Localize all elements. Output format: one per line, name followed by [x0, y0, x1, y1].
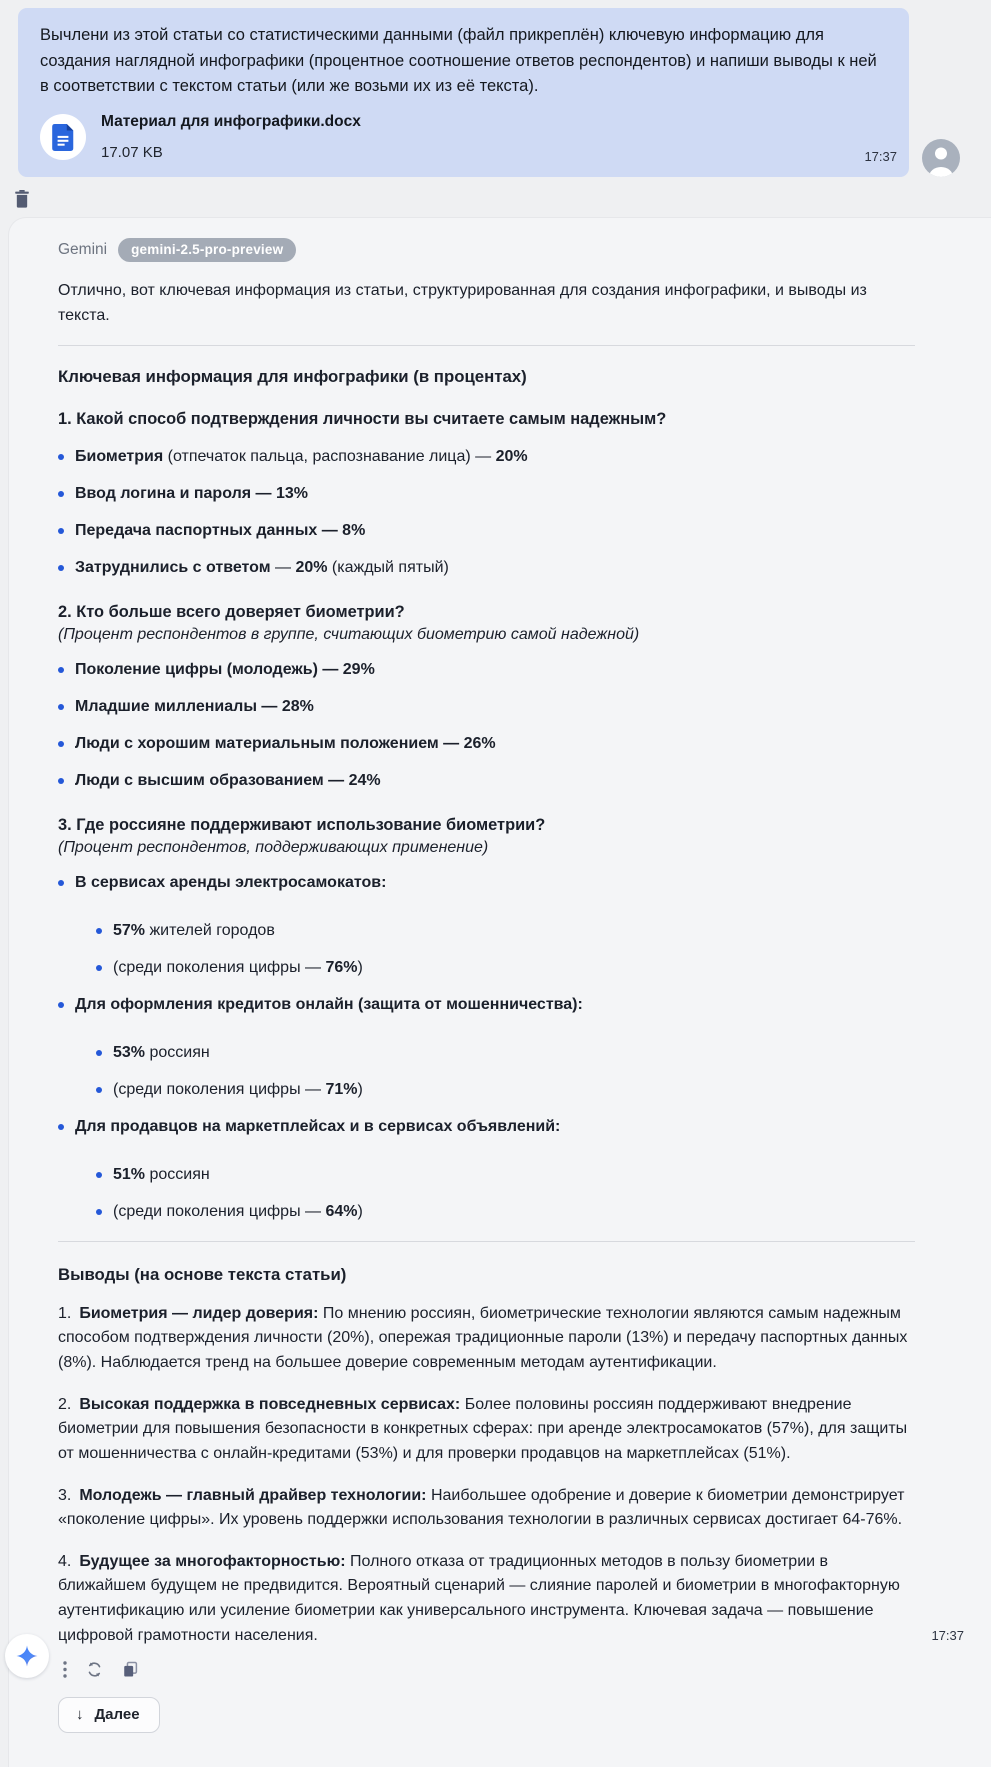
bullet-icon: [96, 1172, 102, 1178]
list-item: Поколение цифры (молодежь) — 29%: [58, 658, 915, 682]
conclusions-heading: Выводы (на основе текста статьи): [58, 1264, 347, 1284]
bullet-icon: [96, 1087, 102, 1093]
user-message-row: [0, 0, 991, 177]
bullet-icon: [58, 528, 64, 534]
more-vert-icon: [62, 1660, 68, 1679]
list-item-group: Для продавцов на маркетплейсах и в сервисах объявлений: 51% россиян (среди поколения цифры — 64%): [58, 1115, 915, 1224]
bullet-icon: [58, 491, 64, 497]
list-item: Люди с высшим образованием — 24%: [58, 769, 915, 793]
nested-list: [96, 1163, 915, 1224]
assistant-message-timestamp: 17:37: [931, 1628, 964, 1644]
list-item: Биометрия (отпечаток пальца, распознавание лица) — 20%: [58, 445, 915, 469]
bullet-icon: [58, 880, 64, 886]
divider: [58, 345, 915, 346]
question-2-list: [58, 658, 915, 793]
assistant-header: [58, 238, 915, 262]
document-icon: [40, 114, 86, 160]
delete-message-button[interactable]: [14, 190, 30, 211]
divider: [58, 1241, 915, 1242]
list-item: Ввод логина и пароля — 13%: [58, 482, 915, 506]
next-button[interactable]: [58, 1697, 160, 1733]
nested-list: [96, 919, 915, 980]
question-2-title: 2. Кто больше всего доверяет биометрии?: [58, 602, 405, 621]
nested-list: [96, 1041, 915, 1102]
user-avatar: [922, 139, 960, 177]
assistant-footer: [58, 1660, 915, 1733]
conclusion-item: 2. Высокая поддержка в повседневных сервисах: Более половины россиян поддерживают внедрение биометрии для повышения безопасности в конкретных сферах: при аренде электросамокатов (57%), для защиты от мошенничества с онлайн-кредитами (53%) и для проверки продавцов на маркетплейсах (51%).: [58, 1395, 908, 1462]
list-item: 57% жителей городов: [96, 919, 915, 943]
list-item-group: Для оформления кредитов онлайн (защита от мошенничества): 53% россиян (среди поколения цифры — 71%): [58, 993, 915, 1102]
retry-icon: [85, 1660, 104, 1679]
user-message-bubble: [18, 8, 909, 177]
bullet-icon: [58, 1002, 64, 1008]
bullet-icon: [58, 454, 64, 460]
question-3-subtitle: (Процент респондентов, поддерживающих применение): [58, 838, 489, 856]
question-1-list: [58, 445, 915, 580]
key-info-heading: Ключевая информация для инфографики (в процентах): [58, 367, 527, 387]
question-2-subtitle: (Процент респондентов в группе, считающих биометрию самой надежной): [58, 625, 640, 643]
user-message-timestamp: 17:37: [864, 148, 897, 164]
bullet-icon: [58, 565, 64, 571]
list-item: (среди поколения цифры — 71%): [96, 1078, 915, 1102]
question-3-title: 3. Где россияне поддерживают использование биометрии?: [58, 815, 546, 834]
list-item-group: В сервисах аренды электросамокатов: 57% жителей городов (среди поколения цифры — 76%): [58, 871, 915, 980]
list-item: (среди поколения цифры — 64%): [96, 1200, 915, 1224]
list-item: (среди поколения цифры — 76%): [96, 956, 915, 980]
copy-button[interactable]: [121, 1660, 140, 1679]
model-badge: gemini-2.5-pro-preview: [118, 238, 296, 262]
bullet-icon: [58, 704, 64, 710]
message-toolbar: [0, 177, 991, 211]
user-message-text: Вычлени из этой статьи со статистическими данными (файл прикреплён) ключевую информацию для создания наглядной инфографики (процентное соотношение ответов респондентов) и напиши выводы к ней в соответствии с текстом статьи (или же возьми их из её текста).: [40, 26, 877, 96]
file-meta: [101, 110, 361, 165]
down-arrow-icon: ↓: [76, 1706, 84, 1724]
conclusion-item: 3. Молодежь — главный драйвер технологии: Наибольшее одобрение и доверие к биометрии демонстрирует «поколение цифры». Их уровень поддержки использования технологии в различных сервисах достигает 64-76%.: [58, 1486, 905, 1529]
bullet-icon: [96, 928, 102, 934]
next-button-label: Далее: [94, 1706, 140, 1724]
assistant-message: [8, 217, 991, 1767]
list-item: Передача паспортных данных — 8%: [58, 519, 915, 543]
bullet-icon: [58, 778, 64, 784]
conclusion-item: 1. Биометрия — лидер доверия: По мнению россиян, биометрические технологии являются самым надежным способом подтверждения личности (20%), опережая традиционные пароли (13%) и передачу паспортных данных (8%). Наблюдается тренд на большее доверие современным методам аутентификации.: [58, 1304, 908, 1372]
assistant-name: Gemini: [58, 240, 108, 258]
question-3-list: [58, 871, 915, 1224]
more-options-button[interactable]: [62, 1660, 68, 1679]
list-item: 53% россиян: [96, 1041, 915, 1065]
assistant-intro: Отлично, вот ключевая информация из статьи, структурированная для создания инфографики, и выводы из текста.: [58, 281, 867, 324]
bullet-icon: [58, 1124, 64, 1130]
list-item: Затруднились с ответом — 20% (каждый пятый): [58, 556, 915, 580]
trash-icon: [14, 190, 30, 208]
regenerate-button[interactable]: [85, 1660, 104, 1679]
copy-icon: [121, 1660, 140, 1679]
gemini-sparkle-icon: [15, 1644, 39, 1668]
bullet-icon: [96, 1209, 102, 1215]
bullet-icon: [58, 741, 64, 747]
question-1-title: 1. Какой способ подтверждения личности вы считаете самым надежным?: [58, 410, 667, 429]
bullet-icon: [96, 965, 102, 971]
bullet-icon: [58, 667, 64, 673]
list-item: Люди с хорошим материальным положением — 26%: [58, 732, 915, 756]
file-attachment[interactable]: [40, 110, 887, 165]
list-item: Младшие миллениалы — 28%: [58, 695, 915, 719]
file-size: 17.07 KB: [101, 144, 163, 162]
assistant-actions: [62, 1660, 915, 1679]
conclusion-item: 4. Будущее за многофакторностью: Полного отказа от традиционных методов в пользу биометрии в ближайшем будущем не предвидится. Вероятный сценарий — слияние паролей и биометрии в многофакторную аутентификацию или усиление биометрии как универсального инструмента. Ключевая задача — повышение цифровой грамотности населения. 17:37: [58, 1550, 915, 1649]
list-item: 51% россиян: [96, 1163, 915, 1187]
gemini-avatar: [5, 1634, 49, 1678]
file-name: Материал для инфографики.docx: [101, 113, 361, 131]
bullet-icon: [96, 1050, 102, 1056]
